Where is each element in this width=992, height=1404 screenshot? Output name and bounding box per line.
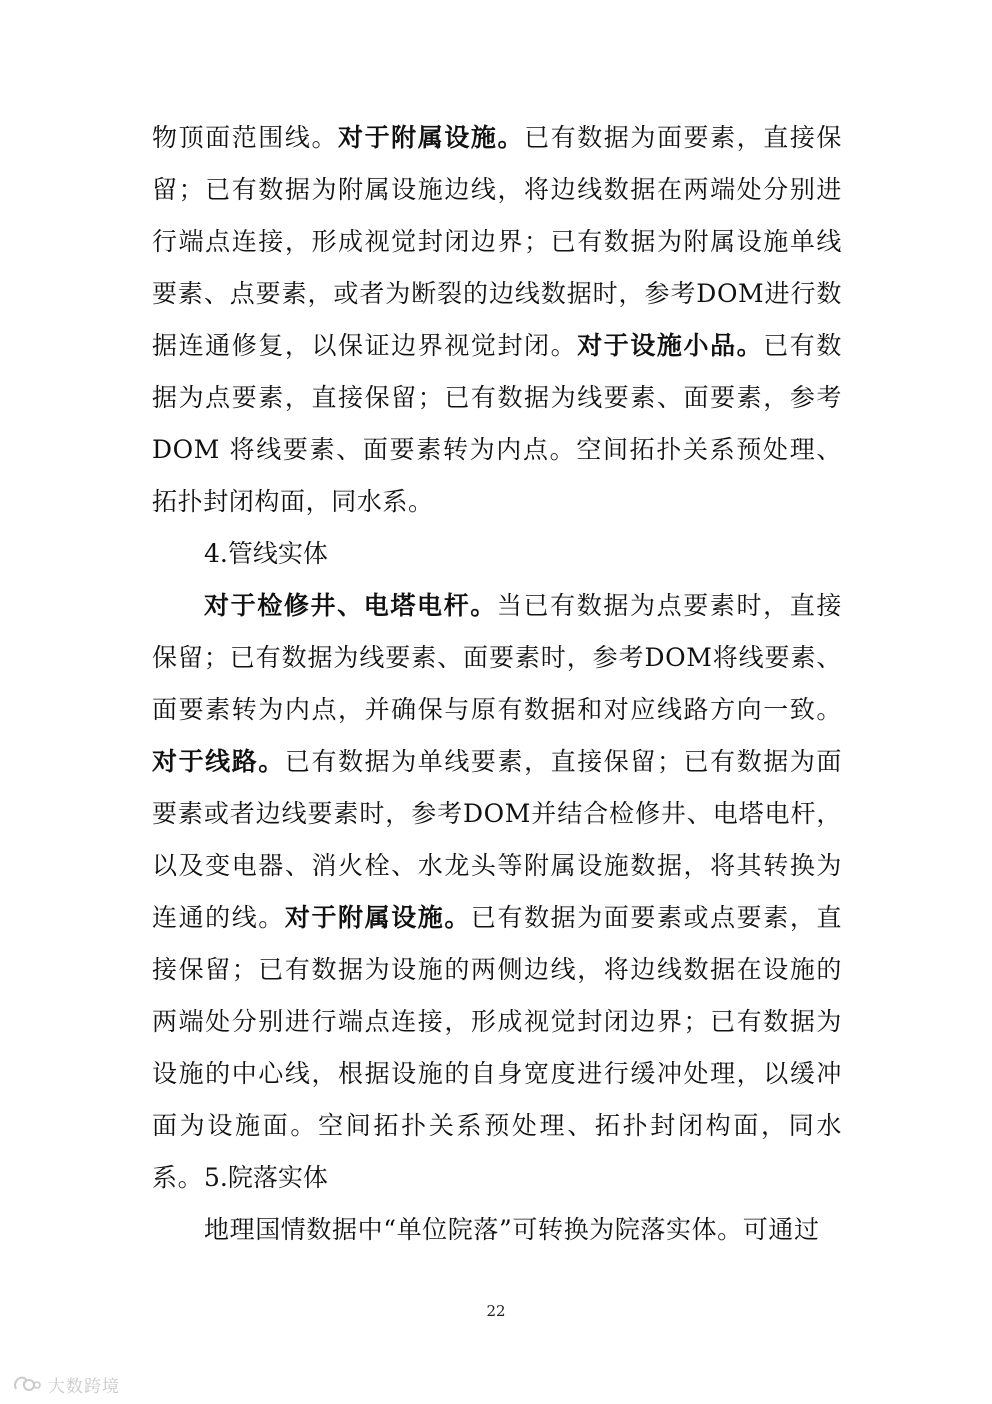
paragraph-3-run-1: 地理国情数据中“单位院落”可转换为院落实体。可通过 xyxy=(204,1215,820,1244)
paragraph-3 xyxy=(152,1204,842,1256)
paragraph-2-run-2: 当已有数据为点要素时，直接保留；已有数据为线要素、面要素时，参考DOM将线要素、面要素转为内点，并确保与原有数据和对应线路方向一致。 xyxy=(152,591,842,724)
paragraph-2-run-4: 已有数据为单线要素，直接保留；已有数据为面要素或者边线要素时，参考DOM并结合检修井、电塔电杆，以及变电器、消火栓、水龙头等附属设施数据，将其转换为连通的线。 xyxy=(152,747,842,932)
paragraph-1-run-3: 已有数据为面要素，直接保留；已有数据为附属设施边线，将边线数据在两端处分别进行端点连接，形成视觉封闭边界；已有数据为附属设施单线要素、点要素，或者为断裂的边线数据时，参考DOM进行数据连通修复，以保证边界视觉封闭。 xyxy=(152,123,842,360)
paragraph-1-bold-facility-items: 对于设施小品。 xyxy=(577,331,764,360)
paragraph-2 xyxy=(152,580,842,1204)
watermark-logo-icon xyxy=(12,1373,42,1395)
paragraph-2-bold-lines: 对于线路。 xyxy=(152,747,285,776)
watermark xyxy=(12,1370,120,1398)
watermark-text: 大数跨境 xyxy=(48,1376,120,1397)
paragraph-2-bold-ancillary-facilities: 对于附属设施。 xyxy=(284,903,471,932)
paragraph-1-run-5: 已有数据为点要素，直接保留；已有数据为线要素、面要素，参考DOM 将线要素、面要素转为内点。空间拓扑关系预处理、拓扑封闭构面，同水系。 xyxy=(152,331,842,516)
paragraph-1-bold-ancillary-facilities: 对于附属设施。 xyxy=(338,123,525,152)
paragraph-2-bold-manholes: 对于检修井、电塔电杆。 xyxy=(204,591,497,620)
section-heading-4: 4.管线实体 xyxy=(204,539,328,568)
paragraph-2-run-6: 已有数据为面要素或点要素，直接保留；已有数据为设施的两侧边线，将边线数据在设施的两端处分别进行端点连接，形成视觉封闭边界；已有数据为设施的中心线，根据设施的自身宽度进行缓冲处理，以缓冲面为设施面。空间拓扑关系预处理、拓扑封闭构面，同水系。 xyxy=(152,903,842,1192)
paragraph-1-run-1: 物顶面范围线。 xyxy=(152,123,339,152)
page-number: 22 xyxy=(486,1302,506,1320)
paragraph-1 xyxy=(152,112,842,528)
section-heading-5: 5.院落实体 xyxy=(204,1163,328,1192)
